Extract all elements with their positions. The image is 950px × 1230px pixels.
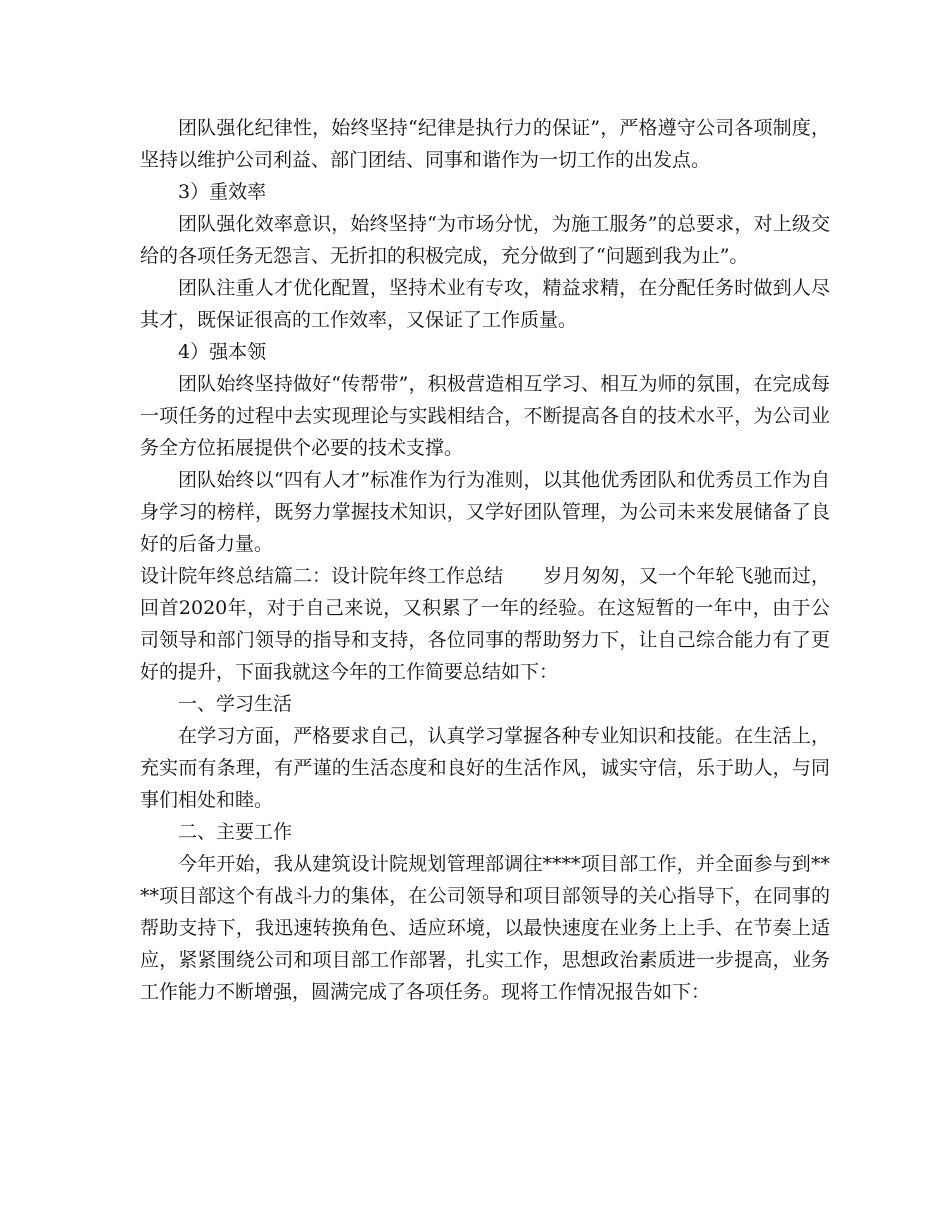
subheading-efficiency: 3）重效率	[178, 181, 267, 203]
paragraph-role-model: 团队始终以“四有人才”标准作为行为准则，以其他优秀团队和优秀员工作为自身学习的榜样，既努力掌握技术知识，又学好团队管理，为公司未来发展储备了良好的后备力量。	[140, 469, 830, 555]
paragraph-efficiency: 团队强化效率意识，始终坚持“为市场分忧，为施工服务”的总要求，对上级交给的各项任务无怨言、无折扣的积极完成，充分做到了“问题到我为止”。	[140, 213, 830, 267]
paragraph-discipline: 团队强化纪律性，始终坚持“纪律是执行力的保证”，严格遵守公司各项制度，坚持以维护公司利益、部门团结、同事和谐作为一切工作的出发点。	[140, 117, 830, 171]
article2-intro: 岁月匆匆，又一个年轮飞驰而过，回首2020年，对于自己来说，又积累了一年的经验。在这短暂的一年中，由于公司领导和部门领导的指导和支持，各位同事的帮助努力下，让自己综合能力有了更好的提升，下面我就这今年的工作简要总结如下：	[140, 565, 830, 683]
section-heading-main-work: 二、主要工作	[178, 821, 293, 843]
document-body	[140, 112, 830, 1008]
paragraph-main-work: 今年开始，我从建筑设计院规划管理部调往****项目部工作，并全面参与到****项目部这个有战斗力的集体，在公司领导和项目部领导的关心指导下，在同事的帮助支持下，我迅速转换角色、适应环境，以最快速度在业务上上手、在节奏上适应，紧紧围绕公司和项目部工作部署，扎实工作，思想政治素质进一步提高，业务工作能力不断增强，圆满完成了各项任务。现将工作情况报告如下：	[140, 853, 830, 1003]
subheading-skills: 4）强本领	[178, 341, 267, 363]
article2-heading: 设计院年终总结篇二：设计院年终工作总结	[140, 565, 504, 587]
article2-opening	[140, 560, 830, 688]
paragraph-mentoring: 团队始终坚持做好“传帮带”，积极营造相互学习、相互为师的氛围，在完成每一项任务的过程中去实现理论与实践相结合，不断提高各自的技术水平，为公司业务全方位拓展提供个必要的技术支撑。	[140, 373, 830, 459]
section-heading-study-life: 一、学习生活	[178, 693, 293, 715]
paragraph-study-life: 在学习方面，严格要求自己，认真学习掌握各种专业知识和技能。在生活上，充实而有条理，有严谨的生活态度和良好的生活作风，诚实守信，乐于助人，与同事们相处和睦。	[140, 725, 830, 811]
paragraph-talent: 团队注重人才优化配置，坚持术业有专攻，精益求精，在分配任务时做到人尽其才，既保证很高的工作效率，又保证了工作质量。	[140, 277, 830, 331]
